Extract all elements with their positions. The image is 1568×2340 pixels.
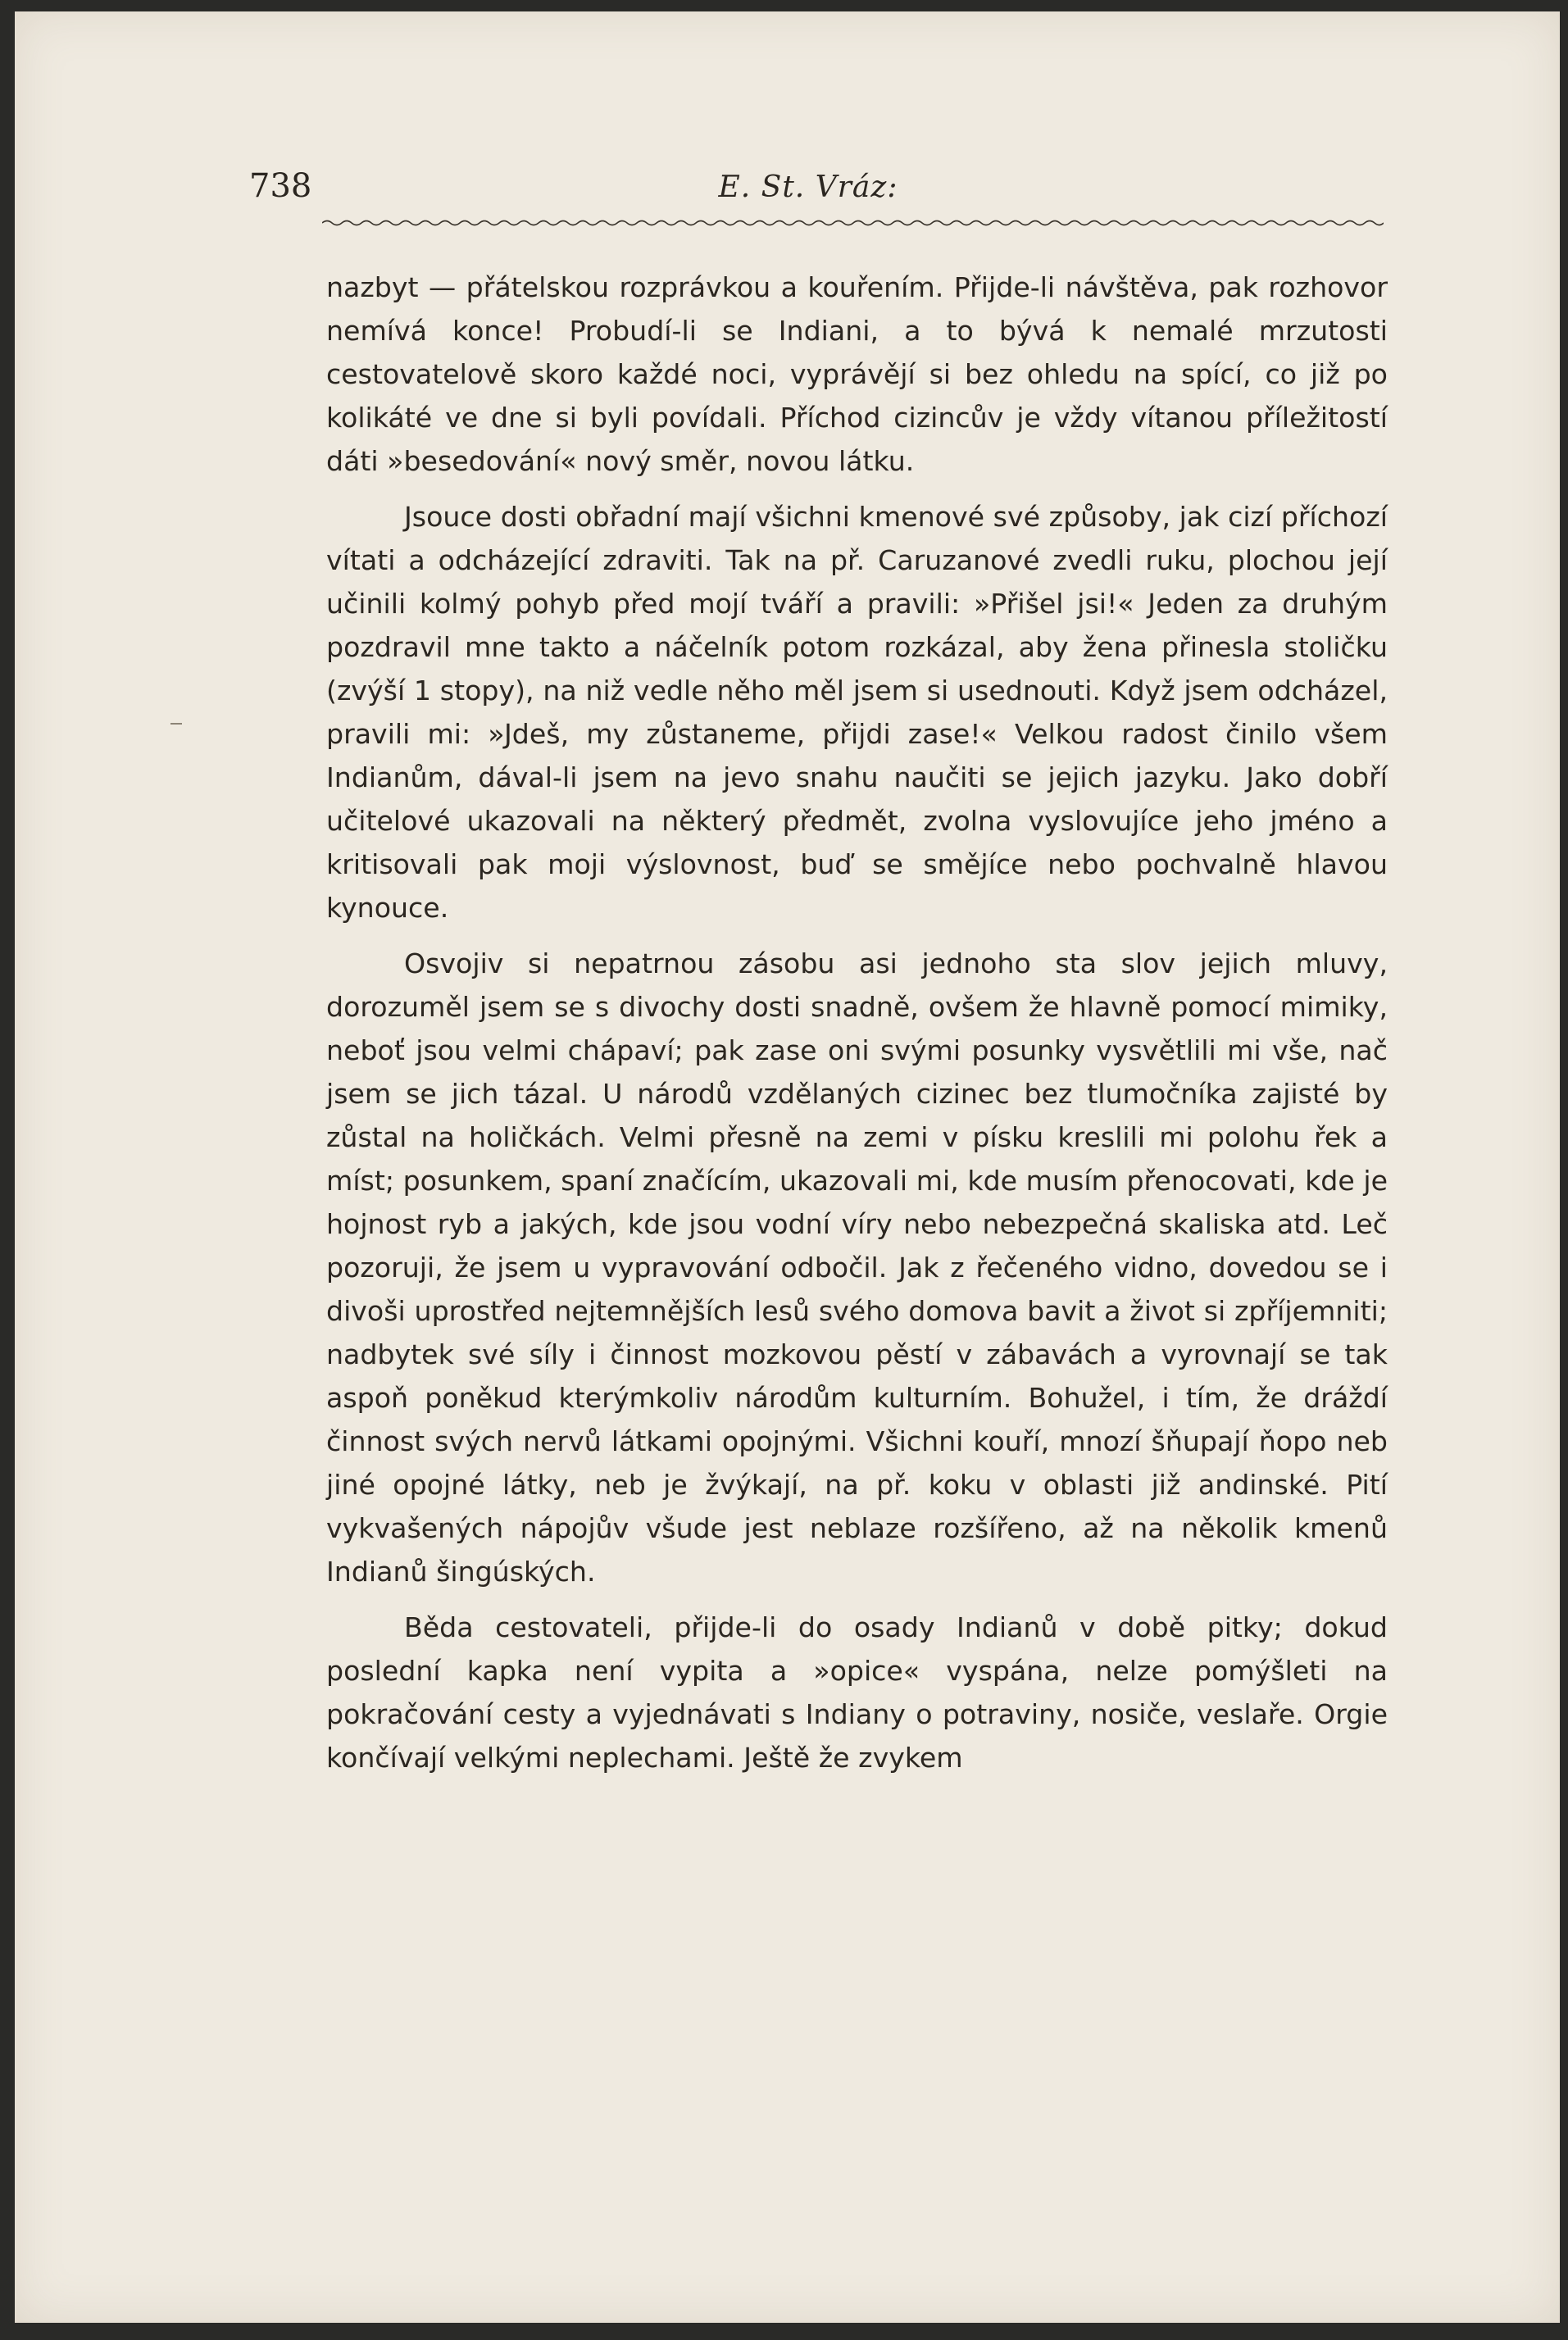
paragraph-1: nazbyt — přátelskou rozprávkou a kouřením. Přijde-li návštěva, pak rozhovor nemívá konce! Probudí-li se Indiani, a to bývá k nemalé mrzutosti cestovatelově skoro každé noci, vyprávějí si bez ohledu na spící, co již po kolikáté ve dne si byli povídali. Příchod cizincův je vždy vítanou příležitostí dáti »besedování« nový směr, novou látku. (326, 271, 1388, 477)
paragraph-2: Jsouce dosti obřadní mají všichni kmenové své způsoby, jak cizí příchozí vítati a odcházející zdraviti. Tak na př. Caruzanové zvedli ruku, plochou její učinili kolmý pohyb před mojí tváří a pravili: »Přišel jsi!« Jeden za druhým pozdravil mne takto a náčelník potom rozkázal, aby žena přinesla stoličku (zvýší 1 stopy), na niž vedle něho měl jsem si usednouti. Když jsem odcházel, pravili mi: »Jdeš, my zůstaneme, přijdi zase!« Velkou radost činilo všem Indianům, dával-li jsem na jevo snahu naučiti se jejich jazyku. Jako dobří učitelové ukazovali na některý předmět, zvolna vyslovujíce jeho jméno a kritisovali pak moji výslovnost, buď se smějíce nebo pochvalně hlavou kynouce. (326, 501, 1388, 924)
book-page (15, 11, 1560, 2323)
paragraph-4: Běda cestovateli, přijde-li do osady Indianů v době pitky; dokud poslední kapka není vypita a »opice« vyspána, nelze pomýšleti na pokračování cesty a vyjednávati s Indiany o potraviny, nosiče, veslaře. Orgie končívají velkými neplechami. Ještě že zvykem (326, 1611, 1388, 1774)
body-text (326, 266, 1388, 1792)
margin-mark (170, 723, 182, 725)
page-number: 738 (249, 167, 312, 205)
running-head: E. St. Vráz: (718, 170, 898, 204)
page-header (230, 167, 1387, 216)
wavy-rule-line (322, 221, 1384, 225)
decorative-wavy-rule (322, 218, 1384, 228)
paragraph-3: Osvojiv si nepatrnou zásobu asi jednoho sta slov jejich mluvy, dorozuměl jsem se s divochy dosti snadně, ovšem že hlavně pomocí mimiky, neboť jsou velmi chápaví; pak zase oni svými posunky vysvětlili mi vše, nač jsem se jich tázal. U národů vzdělaných cizinec bez tlumočníka zajisté by zůstal na holičkách. Velmi přesně na zemi v písku kreslili mi polohu řek a míst; posunkem, spaní značícím, ukazovali mi, kde musím přenocovati, kde je hojnost ryb a jakých, kde jsou vodní víry nebo nebezpečná skaliska atd. Leč pozoruji, že jsem u vypravování odbočil. Jak z řečeného vidno, dovedou se i divoši uprostřed nejtemnějších lesů svého domova bavit a život si zpříjemniti; nadbytek své síly i činnost mozkovou pěstí v zábavách a vyrovnají se tak aspoň poněkud kterýmkoliv národům kulturním. Bohužel, i tím, že dráždí činnost svých nervů látkami opojnými. Všichni kouří, mnozí šňupají ňopo neb jiné opojné látky, neb je žvýkají, na př. koku v oblasti již andinské. Pití vykvašených nápojův všude jest neblaze rozšířeno, až na několik kmenů Indianů šingúských. (326, 947, 1388, 1588)
